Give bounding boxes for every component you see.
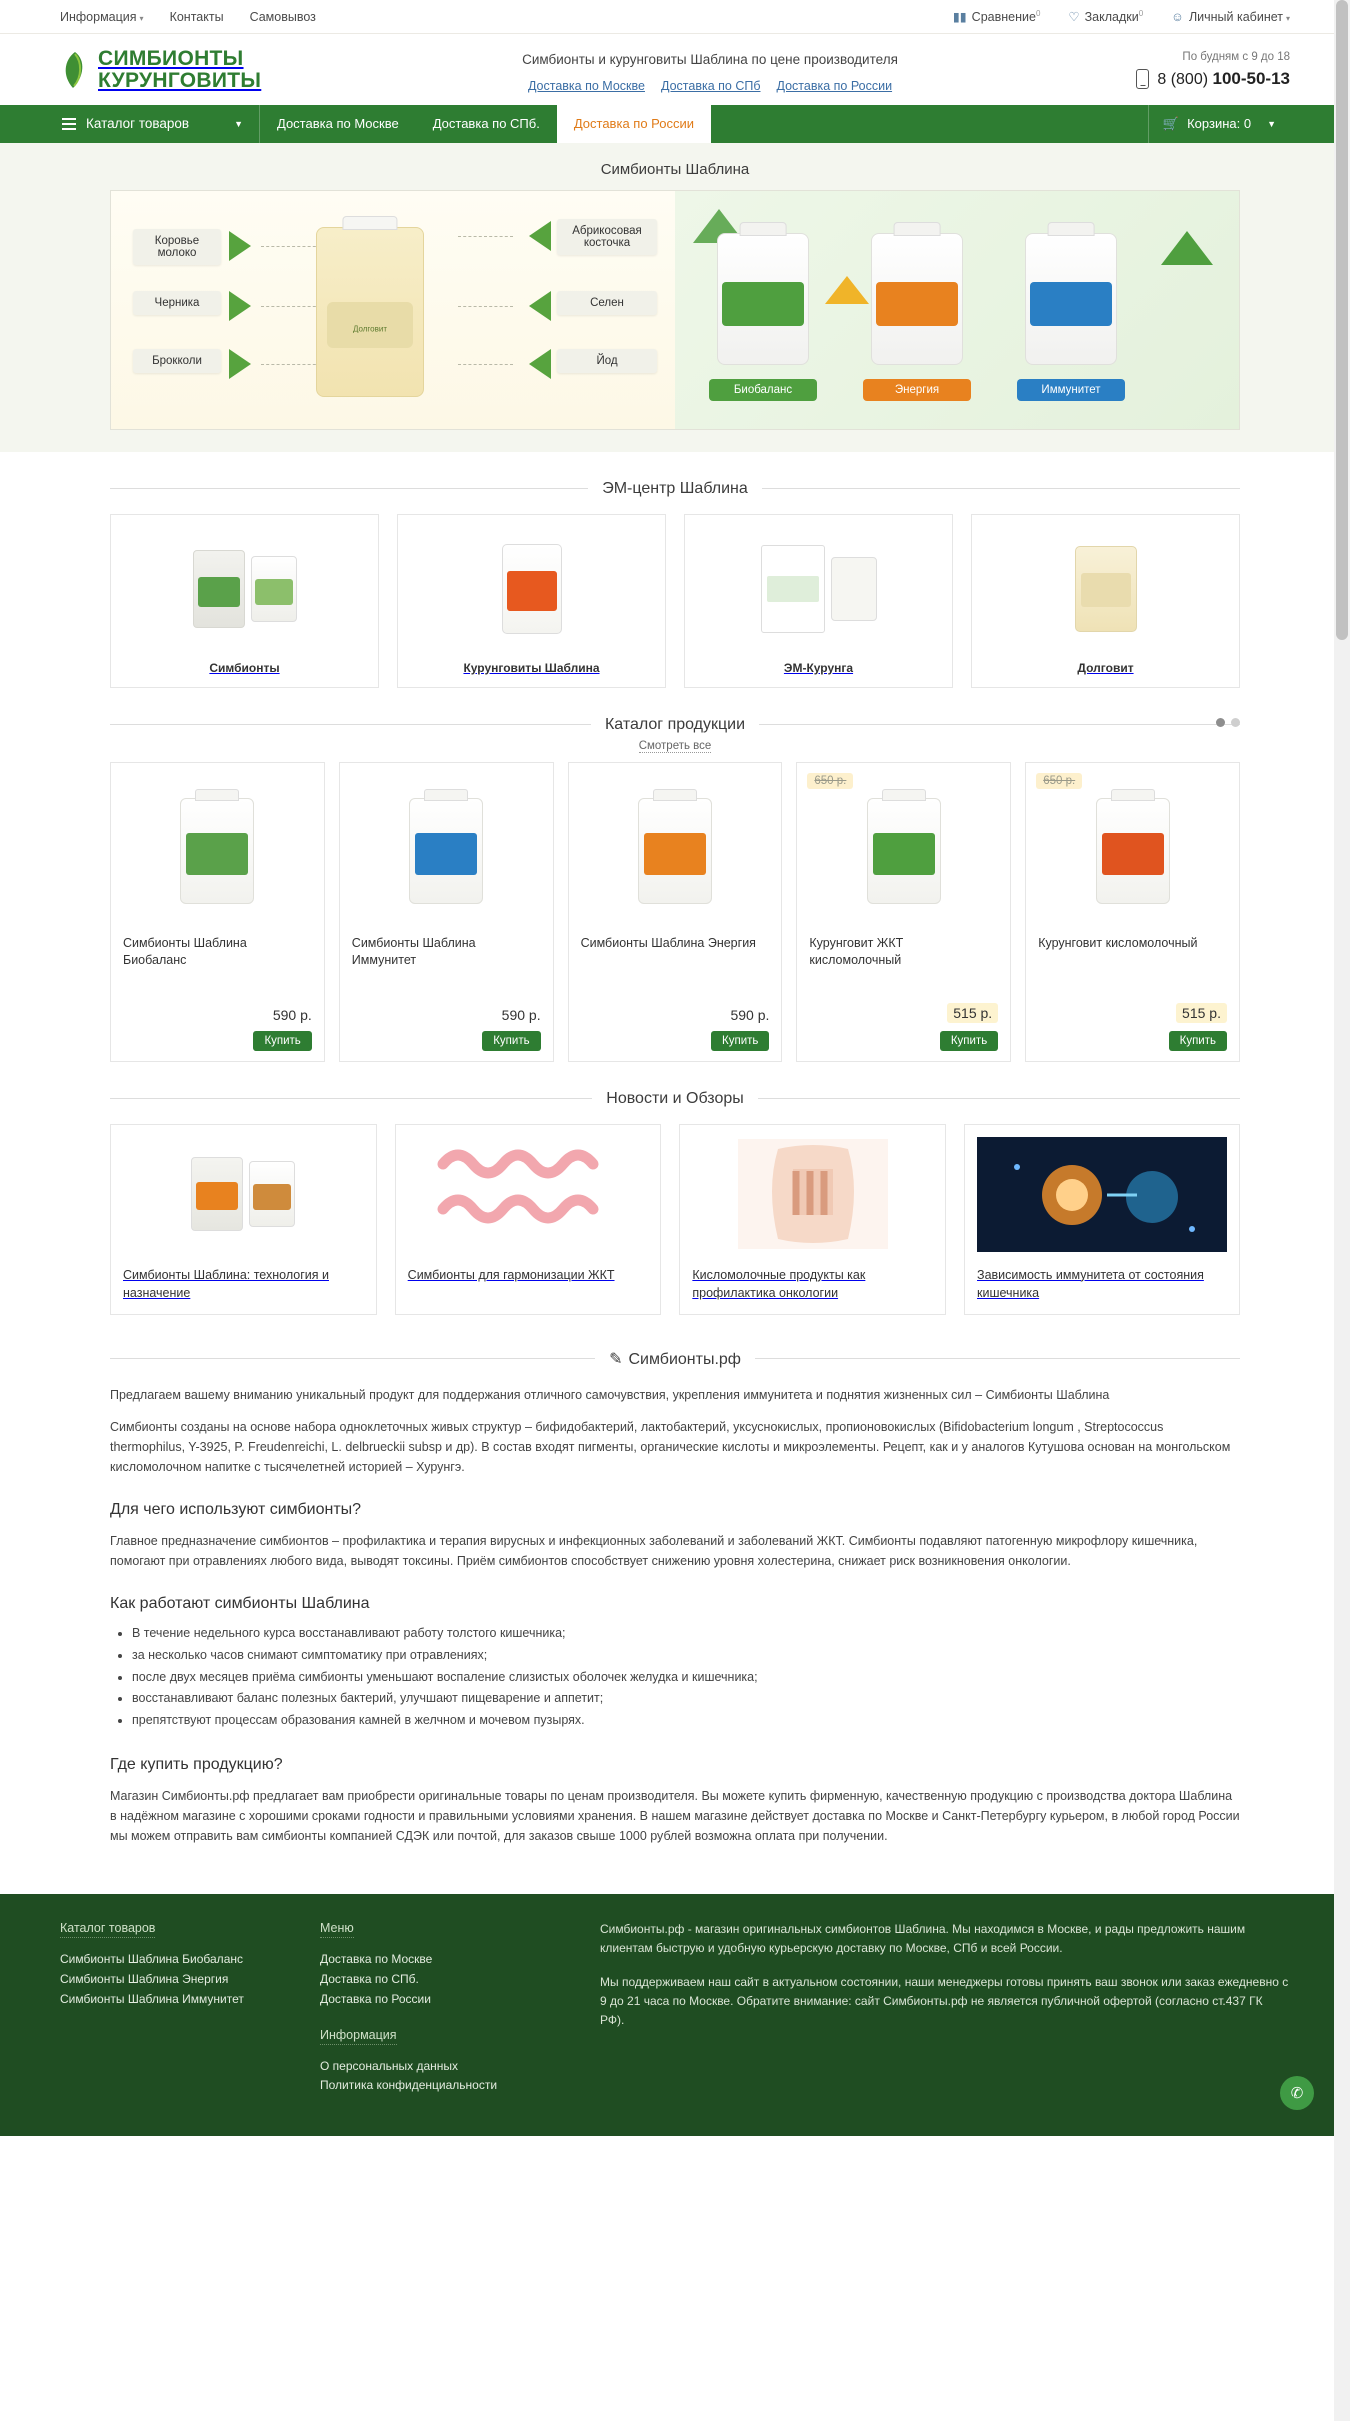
category-name: Симбионты: [209, 660, 280, 675]
news-card-title: Симбионты для гармонизации ЖКТ: [407, 1267, 615, 1282]
topbar-link-contacts[interactable]: Контакты: [169, 9, 224, 24]
about-bullet: • препятствуют процессам образования камней в желчном и мочевом пузырях.: [132, 1710, 1240, 1732]
cart-label: Корзина: 0: [1187, 116, 1252, 132]
divider: [758, 1098, 1240, 1099]
about-title-row: [110, 1349, 1240, 1369]
arrow-icon: [229, 231, 251, 261]
divider: [110, 488, 588, 489]
hero-banner-title: Симбионты Шаблина: [600, 160, 750, 178]
news-card[interactable]: [110, 1124, 377, 1315]
header-center: [390, 48, 1030, 93]
chevron-down-icon: ▾: [139, 13, 144, 23]
footer-column-text: [600, 1920, 1290, 2096]
about-paragraph-4: Магазин Симбионты.рф предлагает вам приобрести оригинальные товары по ценам производителя. Вы можете купить фирменную, качественную продукцию с производства доктора Шаблина в надёжном магазине с хорошими сроками годности и правильными условиями хранения. В нашем магазине действует доставка по Москве и Санкт-Петербургу курьером, в любой город России мы можем отправить вам симбионты компанией СДЭК или почтой, для заказов свыше 1000 рублей возможна оплата при получении.: [110, 1789, 1240, 1844]
phone-main: 100-50-13: [1212, 69, 1290, 89]
news-image: [692, 1137, 933, 1252]
dotted-line: [458, 364, 513, 365]
compare-count: 0: [1035, 8, 1041, 18]
pager-dot-1[interactable]: [1216, 718, 1225, 727]
category-image: [695, 529, 942, 649]
account-label: Личный кабинет: [1188, 9, 1283, 24]
footer-info-heading: Информация: [320, 2028, 397, 2045]
hamburger-icon: [62, 115, 76, 133]
category-card-simbionty[interactable]: [110, 514, 379, 688]
news-card-title: Кисломолочные продукты как профилактика онкологии: [692, 1267, 866, 1300]
top-bar: [0, 0, 1350, 34]
product-price: 515 р.: [1176, 1003, 1227, 1023]
category-name: ЭМ-Курунга: [783, 660, 854, 675]
news-card-title: Симбионты Шаблина: технология и назначение: [123, 1267, 329, 1300]
product-name: Курунговит ЖКТ кисломолочный: [809, 935, 904, 968]
product-image: [809, 781, 998, 921]
news-section: [110, 1090, 1240, 1315]
banner-tag-iodine: Йод: [557, 349, 657, 373]
categories-section: [110, 480, 1240, 688]
product-image: [581, 781, 770, 921]
about-bullet: • В течение недельного курса восстанавливают работу толстого кишечника;: [132, 1623, 1240, 1645]
banner-pill-energy: Энергия: [863, 379, 971, 401]
dotted-line: [261, 306, 321, 307]
pager-dot-2[interactable]: [1231, 718, 1240, 727]
footer-link-delivery-spb[interactable]: Доставка по СПб.: [320, 1971, 419, 1986]
top-bar-left: [60, 10, 316, 24]
phone-row[interactable]: [1060, 69, 1290, 89]
edit-icon: ✎: [609, 1350, 623, 1368]
product-footer: [809, 1003, 998, 1051]
site-header: [0, 34, 1350, 105]
news-card[interactable]: [395, 1124, 662, 1315]
about-paragraph-3: Главное предназначение симбионтов – профилактика и терапия вирусных и инфекционных заболеваний и заболеваний ЖКТ. Симбионты подавляют патогенную микрофлору кишечника, помогают при отравлениях любого вида, выводят токсины. Приём симбионтов способствует снижению уровня холестерина, снижает риск возникновения онкологии.: [110, 1533, 1198, 1568]
footer-menu-heading: Меню: [320, 1921, 354, 1938]
news-card[interactable]: [964, 1124, 1240, 1315]
arrow-icon: [529, 291, 551, 321]
chevron-down-icon: ▾: [1285, 13, 1290, 23]
main-nav: [0, 105, 1350, 143]
arrow-icon: [529, 349, 551, 379]
call-back-button[interactable]: [1280, 2076, 1314, 2110]
arrow-icon: [529, 221, 551, 251]
footer-link-delivery-russia[interactable]: Доставка по России: [320, 1991, 431, 2006]
banner-jar-biobalance: [717, 233, 809, 365]
account-link[interactable]: [1171, 10, 1290, 24]
footer-link-biobalance[interactable]: Симбионты Шаблина Биобаланс: [60, 1952, 243, 1967]
product-card[interactable]: [110, 762, 325, 1062]
category-image: [408, 529, 655, 649]
nav-item-delivery-moscow[interactable]: Доставка по Москве: [277, 116, 399, 132]
footer-link-personal-data[interactable]: О персональных данных: [320, 2058, 459, 2073]
work-hours: По будням с 9 до 18: [1182, 51, 1290, 64]
jar-cap: [740, 222, 787, 236]
category-name: Долговит: [1077, 660, 1134, 675]
topbar-link-info-label: Информация: [60, 9, 137, 24]
footer-link-privacy[interactable]: Политика конфиденциальности: [320, 2078, 498, 2093]
product-footer: [123, 1007, 312, 1051]
intestine-illustration: [428, 1139, 628, 1249]
leaf-icon: [60, 50, 90, 90]
product-card[interactable]: [1025, 762, 1240, 1062]
phone-icon: ✆: [1290, 2085, 1304, 2103]
dotted-line: [458, 236, 513, 237]
about-heading-3: Где купить продукцию?: [110, 1756, 283, 1774]
divider: [110, 1358, 595, 1359]
topbar-link-info[interactable]: [60, 10, 144, 24]
product-footer: [352, 1007, 541, 1051]
product-footer: [581, 1007, 770, 1051]
category-card-dolgovit[interactable]: [971, 514, 1240, 688]
hero-banner[interactable]: [110, 190, 1240, 430]
banner-center-label: Долговит: [352, 324, 388, 334]
news-image: [408, 1137, 649, 1252]
topbar-link-pickup[interactable]: Самовывоз: [249, 9, 316, 24]
bookmarks-label: Закладки: [1084, 10, 1139, 25]
news-card[interactable]: [679, 1124, 946, 1315]
catalog-title-row: [110, 716, 1240, 734]
footer-catalog-heading: Каталог товаров: [60, 1921, 155, 1938]
category-card-emkurunga[interactable]: [684, 514, 953, 688]
chevron-down-icon: ▼: [1267, 118, 1276, 129]
cart-icon: 🛒: [1162, 115, 1180, 131]
header-delivery-moscow[interactable]: Доставка по Москве: [527, 78, 645, 93]
jar-cap: [894, 222, 941, 236]
about-bullet-list: [132, 1623, 1240, 1732]
product-price: 590 р.: [730, 1006, 770, 1023]
footer-columns: [60, 1920, 1290, 2096]
hero-banner-section: [0, 143, 1350, 452]
catalog-see-all-row: [110, 740, 1240, 752]
about-title: Симбионты.рф: [628, 1350, 741, 1368]
buy-button[interactable]: Купить: [1169, 1031, 1227, 1051]
categories-title: ЭМ-центр Шаблина: [602, 479, 748, 497]
buy-button[interactable]: Купить: [482, 1031, 540, 1051]
jar-cap: [342, 216, 397, 230]
product-footer: [1038, 1003, 1227, 1051]
product-card[interactable]: [339, 762, 554, 1062]
product-name: Курунговит кисломолочный: [1038, 935, 1198, 950]
buy-button[interactable]: Купить: [253, 1031, 311, 1051]
decor-triangle: [1161, 231, 1213, 265]
dotted-line: [261, 364, 321, 365]
news-title-row: [110, 1090, 1240, 1108]
bar-chart-icon: ▮▮: [952, 10, 967, 25]
catalog-menu-label: Каталог товаров: [86, 116, 190, 132]
banner-pill-biobalance: Биобаланс: [709, 379, 817, 401]
catalog-pager[interactable]: [1216, 718, 1240, 727]
compare-label: Сравнение: [971, 10, 1036, 25]
banner-jar-immunity: [1025, 233, 1117, 365]
decor-triangle: [825, 276, 869, 304]
header-right: [1030, 51, 1290, 89]
page-scrollbar[interactable]: [1334, 0, 1350, 2421]
top-bar-right: [953, 9, 1290, 24]
footer-column-catalog: [60, 1920, 280, 2096]
chevron-down-icon: ▼: [234, 118, 243, 129]
about-section: [110, 1315, 1240, 1894]
news-card-title: Зависимость иммунитета от состояния кишечника: [977, 1267, 1204, 1300]
category-image: [121, 529, 368, 649]
banner-tag-selenium: Селен: [557, 291, 657, 315]
catalog-title: Каталог продукции: [604, 715, 746, 733]
scrollbar-thumb[interactable]: [1336, 0, 1348, 640]
jar-cap: [1048, 222, 1095, 236]
product-price: 590 р.: [501, 1006, 541, 1023]
dotted-line: [458, 306, 513, 307]
nav-item-delivery-russia[interactable]: Доставка по России: [557, 105, 711, 143]
header-delivery-russia[interactable]: Доставка по России: [776, 78, 893, 93]
footer-text-1: Симбионты.рф - магазин оригинальных симбионтов Шаблина. Мы находимся в Москве, и рады предложить нашим клиентам быструю и удобную курьерскую доставку по Москве, СПб и всей России.: [600, 1922, 1246, 1956]
logo-text: [98, 48, 261, 92]
news-title: Новости и Обзоры: [606, 1089, 744, 1107]
user-icon: ☺: [1171, 9, 1184, 24]
product-image: [123, 781, 312, 921]
hero-banner-right: [675, 191, 1239, 429]
footer-link-delivery-moscow[interactable]: Доставка по Москве: [320, 1952, 433, 1967]
site-slogan: Симбионты и курунговиты Шаблина по цене производителя: [522, 52, 898, 67]
immune-cell-illustration: [977, 1137, 1227, 1252]
banner-tag-apricot: Абрикосовая косточка: [557, 219, 657, 255]
phone-prefix: 8 (800): [1157, 71, 1213, 89]
about-title-wrap: [609, 1349, 741, 1369]
banner-pill-immunity: Иммунитет: [1017, 379, 1125, 401]
logo-line2: КУРУНГОВИТЫ: [98, 69, 262, 93]
catalog-product-grid: [110, 762, 1240, 1062]
product-image: [1038, 781, 1227, 921]
footer-link-immunity[interactable]: Симбионты Шаблина Иммунитет: [60, 1991, 244, 2006]
header-delivery-spb[interactable]: Доставка по СПб: [660, 78, 761, 93]
divider: [755, 1358, 1240, 1359]
dotted-line: [261, 246, 321, 247]
about-heading-2: Как работают симбионты Шаблина: [110, 1594, 370, 1612]
product-price: 590 р.: [272, 1006, 312, 1023]
about-heading-1: Для чего используют симбионты?: [110, 1500, 362, 1518]
catalog-see-all-link[interactable]: Смотреть все: [638, 739, 712, 752]
catalog-section: [110, 716, 1240, 1062]
about-bullet: • восстанавливают баланс полезных бактерий, улучшают пищеварение и аппетит;: [132, 1688, 1240, 1710]
compare-link[interactable]: [953, 9, 1040, 24]
arrow-icon: [229, 291, 251, 321]
banner-tag-blueberry: Черника: [133, 291, 221, 315]
about-paragraph-2: Симбионты созданы на основе набора одноклеточных живых структур – бифидобактерий, лактобактерий, уксуснокислых, пропионовокислых (Bifidobacterium longum , Streptococcus thermophilus, Y-3925, P. Freudenreichi, L. delbrueckii subsp и др). В состав входят пигменты, органические кислоты и микроэлементы. Рецепт, как и у аналогов Кутушова основан на монгольском кисломолочном напитке с тысячелетней историей – Хурунгэ.: [110, 1419, 1231, 1474]
divider: [759, 724, 1240, 725]
banner-jar-energy: [871, 233, 963, 365]
heart-icon: ♡: [1068, 10, 1080, 25]
hero-banner-left: [111, 191, 675, 429]
footer-column-menu: [320, 1920, 560, 2096]
cart-button[interactable]: [1148, 105, 1290, 143]
news-grid: [110, 1124, 1240, 1315]
product-old-price: 650 р.: [1036, 773, 1082, 789]
category-image: [982, 529, 1229, 649]
divider: [110, 1098, 592, 1099]
banner-tag-broccoli: Брокколи: [133, 349, 221, 373]
buy-button[interactable]: Купить: [940, 1031, 998, 1051]
buy-button[interactable]: Купить: [711, 1031, 769, 1051]
catalog-menu-button[interactable]: [60, 105, 260, 143]
category-name: Курунговиты Шаблина: [463, 660, 600, 675]
news-image: [123, 1137, 364, 1252]
categories-grid: [110, 514, 1240, 688]
bookmarks-link[interactable]: [1068, 9, 1143, 24]
phone-number[interactable]: [1157, 69, 1290, 89]
news-image: [977, 1137, 1227, 1252]
footer-link-energy[interactable]: Симбионты Шаблина Энергия: [60, 1971, 229, 1986]
product-old-price: 650 р.: [807, 773, 853, 789]
nav-item-delivery-spb[interactable]: Доставка по СПб.: [432, 116, 540, 132]
product-name: Симбионты Шаблина Биобаланс: [123, 935, 247, 968]
banner-product-jar: [316, 227, 424, 397]
logo-line1: СИМБИОНТЫ: [98, 47, 244, 71]
header-delivery-links: [390, 79, 1030, 93]
footer-text-2: Мы поддерживаем наш сайт в актуальном состоянии, наши менеджеры готовы принять ваш звонок или заказ ежедневно с 9 до 21 часа по Москве. Обратите внимание: сайт Симбионты.рф не является публичной офертой (согласно ст.437 ГК РФ).: [600, 1974, 1289, 2027]
logo[interactable]: [60, 48, 390, 92]
about-bullet: • после двух месяцев приёма симбионты уменьшают воспаление слизистых оболочек желудка и кишечника;: [132, 1667, 1240, 1689]
divider: [762, 488, 1240, 489]
arrow-icon: [229, 349, 251, 379]
product-card[interactable]: [796, 762, 1011, 1062]
about-intro: Предлагаем вашему вниманию уникальный продукт для поддержания отличного самочувствия, укрепления иммунитета и поднятия жизненных сил – Симбионты Шаблина: [110, 1387, 1110, 1402]
jar-label: [327, 302, 413, 348]
mobile-phone-icon: [1136, 69, 1149, 89]
bookmarks-count: 0: [1138, 8, 1144, 18]
site-footer: [0, 1894, 1350, 2136]
divider: [110, 724, 591, 725]
categories-title-row: [110, 480, 1240, 498]
about-bullet: • за несколько часов снимают симптоматику при отравлениях;: [132, 1645, 1240, 1667]
category-card-kurungovity[interactable]: [397, 514, 666, 688]
product-name: Симбионты Шаблина Иммунитет: [351, 935, 476, 968]
product-name: Симбионты Шаблина Энергия: [580, 935, 756, 950]
banner-tag-milk: Коровье молоко: [133, 229, 221, 265]
anatomy-illustration: [738, 1139, 888, 1249]
product-card[interactable]: [568, 762, 783, 1062]
product-price: 515 р.: [947, 1003, 998, 1023]
product-image: [352, 781, 541, 921]
